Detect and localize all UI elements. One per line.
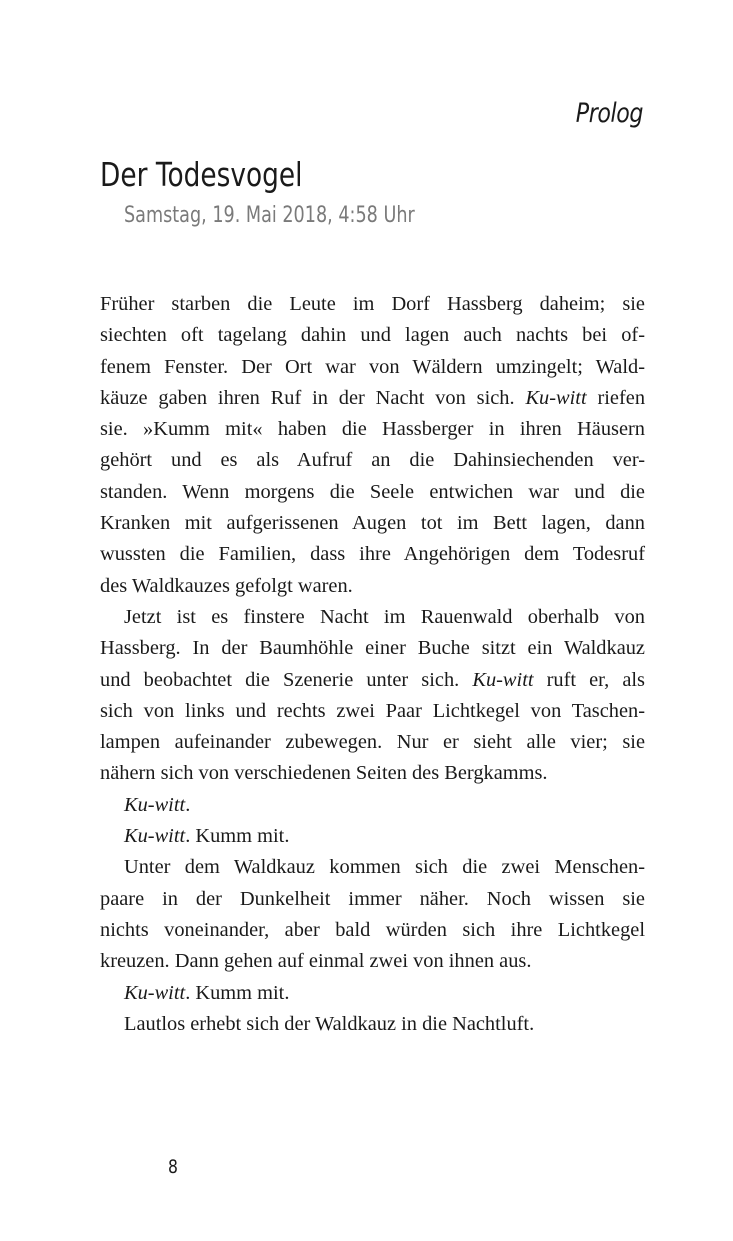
text-line bbox=[100, 978, 645, 1009]
body-text bbox=[100, 289, 645, 1040]
paragraph-5 bbox=[100, 852, 645, 977]
paragraph-1 bbox=[100, 289, 645, 602]
text-line: nähern sich von verschiedenen Seiten des Bergkamms. bbox=[100, 762, 548, 785]
text-line: Lautlos erhebt sich der Waldkauz in die Nachtluft. bbox=[124, 1012, 535, 1035]
section-label: Prolog bbox=[575, 98, 643, 129]
text-run: käuze gaben ihren Ruf in der Nacht von sich. bbox=[100, 386, 526, 409]
paragraph-6 bbox=[100, 978, 645, 1009]
text-line bbox=[100, 790, 645, 821]
text-run: riefen bbox=[586, 386, 646, 409]
text-line bbox=[100, 821, 645, 852]
text-run: . Kumm mit. bbox=[185, 981, 290, 1004]
owl-call-italic: Ku-witt bbox=[124, 981, 186, 1004]
text-line: Früher starben die Leute im Dorf Hassberg daheim; sie bbox=[100, 293, 645, 315]
owl-call-italic: Ku-witt bbox=[124, 793, 186, 816]
chapter-dateline: Samstag, 19. Mai 2018, 4:58 Uhr bbox=[124, 203, 415, 228]
chapter-title: Der Todesvogel bbox=[100, 155, 303, 194]
text-line: gehört und es als Aufruf an die Dahinsiechenden ver- bbox=[100, 449, 645, 472]
page-number: 8 bbox=[168, 1156, 178, 1178]
paragraph-3 bbox=[100, 790, 645, 821]
text-line: Unter dem Waldkauz kommen sich die zwei Menschen- bbox=[124, 856, 645, 879]
text-line: nichts voneinander, aber bald würden sich ihre Lichtkegel bbox=[100, 918, 645, 941]
text-run: ruft er, als bbox=[533, 668, 645, 691]
text-line: Hassberg. In der Baumhöhle einer Buche sitzt ein Waldkauz bbox=[100, 637, 645, 660]
owl-call-italic: Ku-witt bbox=[472, 668, 534, 691]
text-line: Jetzt ist es finstere Nacht im Rauenwald oberhalb von bbox=[124, 605, 645, 628]
text-line bbox=[100, 665, 645, 696]
text-line: sich von links und rechts zwei Paar Lichtkegel von Taschen- bbox=[100, 699, 645, 722]
paragraph-7 bbox=[100, 1009, 645, 1040]
text-run: und beobachtet die Szenerie unter sich. bbox=[100, 668, 473, 691]
owl-call-italic: Ku-witt bbox=[124, 825, 186, 848]
text-line: siechten oft tagelang dahin und lagen auch nachts bei of- bbox=[100, 324, 645, 347]
text-line: Kranken mit aufgerissenen Augen tot im Bett lagen, dann bbox=[100, 512, 645, 535]
text-line: lampen aufeinander zubewegen. Nur er sieht alle vier; sie bbox=[100, 731, 645, 754]
text-line bbox=[100, 383, 645, 414]
text-run: . bbox=[185, 793, 191, 816]
text-line: sie. »Kumm mit« haben die Hassberger in ihren Häusern bbox=[100, 418, 645, 441]
text-line: wussten die Familien, dass ihre Angehörigen dem Todesruf bbox=[100, 543, 645, 566]
text-line: des Waldkauzes gefolgt waren. bbox=[100, 574, 353, 597]
text-line: paare in der Dunkelheit immer näher. Noch wissen sie bbox=[100, 887, 645, 910]
owl-call-italic: Ku-witt bbox=[525, 386, 587, 409]
paragraph-2 bbox=[100, 602, 645, 790]
text-run: . Kumm mit. bbox=[185, 825, 290, 848]
text-line: standen. Wenn morgens die Seele entwichen war und die bbox=[100, 480, 645, 503]
text-line: kreuzen. Dann gehen auf einmal zwei von ihnen aus. bbox=[100, 950, 532, 973]
text-line: fenem Fenster. Der Ort war von Wäldern umzingelt; Wald- bbox=[100, 355, 645, 378]
paragraph-4 bbox=[100, 821, 645, 852]
